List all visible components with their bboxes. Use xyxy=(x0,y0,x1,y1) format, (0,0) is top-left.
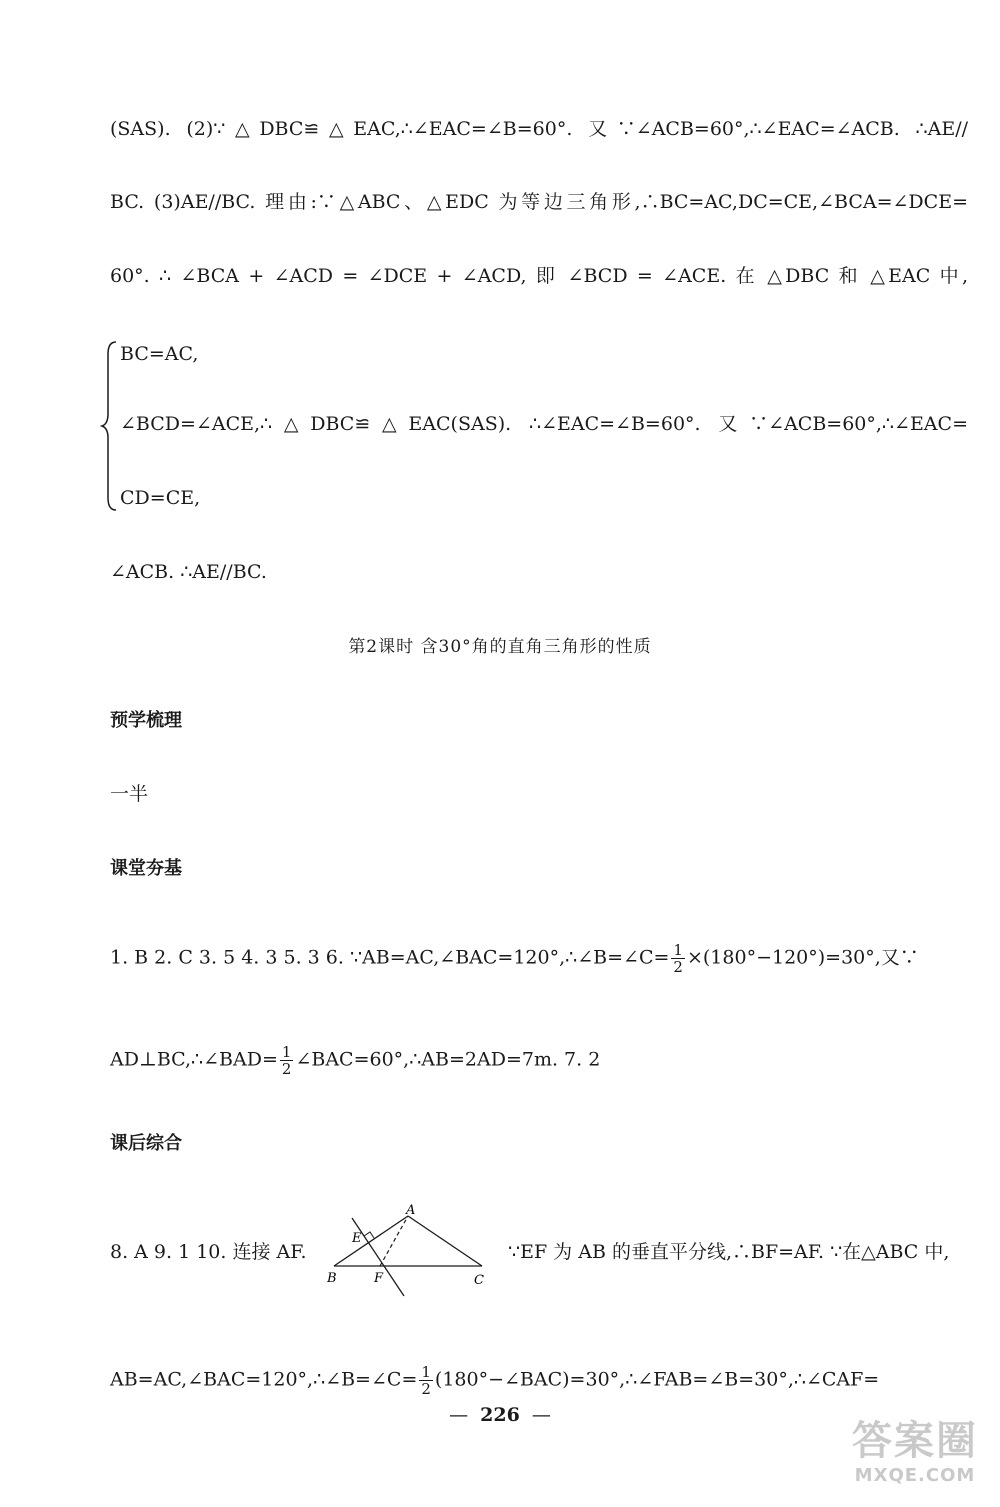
text-line-3: 60°. ∴ ∠BCA + ∠ACD = ∠DCE + ∠ACD, 即 ∠BCD = ∠ACE. 在 △DBC 和 △EAC 中, xyxy=(110,265,968,287)
heading-after-class: 课后综合 xyxy=(110,1133,182,1154)
fraction-numerator: 1 xyxy=(673,941,683,959)
after-class-line-2 xyxy=(110,1364,879,1397)
label-f: F xyxy=(374,1271,384,1286)
side-ac xyxy=(408,1216,482,1266)
triangle-figure xyxy=(322,1202,494,1304)
page-number-value: 226 xyxy=(480,1404,520,1426)
side-ab xyxy=(334,1216,408,1266)
equation-system-line-1: BC=AC, xyxy=(120,343,199,365)
heading-classroom: 课堂夯基 xyxy=(110,858,182,879)
classroom-line-2-start: AD⊥BC,∴∠BAD= xyxy=(110,1048,278,1071)
fraction-denominator: 2 xyxy=(281,1060,292,1078)
fraction-one-half xyxy=(280,1044,294,1077)
after-class-line-2-end: (180°−∠BAC)=30°,∴∠FAB=∠B=30°,∴∠CAF= xyxy=(434,1368,880,1391)
text-line-2: BC. (3)AE//BC. 理由:∵△ABC、△EDC 为等边三角形,∴BC=AC,DC=CE,∠BCA=∠DCE= xyxy=(110,191,968,213)
fraction-numerator: 1 xyxy=(281,1043,292,1061)
label-c: C xyxy=(474,1273,484,1288)
fraction-denominator: 2 xyxy=(421,1380,431,1398)
after-class-line-2-start: AB=AC,∠BAC=120°,∴∠B=∠C= xyxy=(110,1368,418,1391)
text-line-1: (SAS). (2)∵△DBC≌△EAC,∴∠EAC=∠B=60°. 又∵∠ACB=60°,∴∠EAC=∠ACB. ∴AE// xyxy=(110,118,968,140)
watermark-site: MXQE.COM xyxy=(854,1465,976,1486)
label-e: E xyxy=(352,1231,362,1246)
fraction-one-half xyxy=(671,942,685,975)
left-brace xyxy=(100,340,120,512)
classroom-line-2 xyxy=(110,1044,600,1077)
preview-answer: 一半 xyxy=(110,783,149,805)
heading-preview: 预学梳理 xyxy=(110,710,182,731)
page-dash-right: — xyxy=(531,1404,551,1426)
label-b: B xyxy=(327,1271,337,1286)
after-class-line-1-end: ∵EF 为 AB 的垂直平分线,∴BF=AF. ∵在△ABC 中, xyxy=(508,1241,950,1263)
watermark-logo: 答案圈 xyxy=(852,1418,978,1464)
page-dash-left: — xyxy=(449,1404,469,1426)
fraction-one-half xyxy=(419,1364,433,1397)
classroom-line-2-end: ∠BAC=60°,∴AB=2AD=7m. 7. 2 xyxy=(295,1048,601,1071)
label-a: A xyxy=(406,1203,416,1218)
classroom-line-1-end: ×(180°−120°)=30°,又∵ xyxy=(686,946,919,969)
segment-af-dashed xyxy=(380,1216,408,1266)
fraction-numerator: 1 xyxy=(421,1363,431,1381)
after-class-line-1-start: 8. A 9. 1 10. 连接 AF. xyxy=(110,1241,307,1263)
watermark xyxy=(840,1418,990,1500)
section-title: 第2课时 含30°角的直角三角形的性质 xyxy=(348,637,652,657)
classroom-line-1-start: 1. B 2. C 3. 5 4. 3 5. 3 6. ∵AB=AC,∠BAC=120°,∴∠B=∠C= xyxy=(110,946,670,969)
fraction-denominator: 2 xyxy=(673,958,683,976)
classroom-line-1 xyxy=(110,942,919,975)
equation-system-line-3: CD=CE, xyxy=(120,487,201,509)
text-line-conclusion: ∠ACB. ∴AE//BC. xyxy=(110,561,267,583)
equation-system-line-2: ∠BCD=∠ACE,∴△DBC≌△EAC(SAS). ∴∠EAC=∠B=60°. 又∵∠ACB=60°,∴∠EAC= xyxy=(120,413,968,435)
